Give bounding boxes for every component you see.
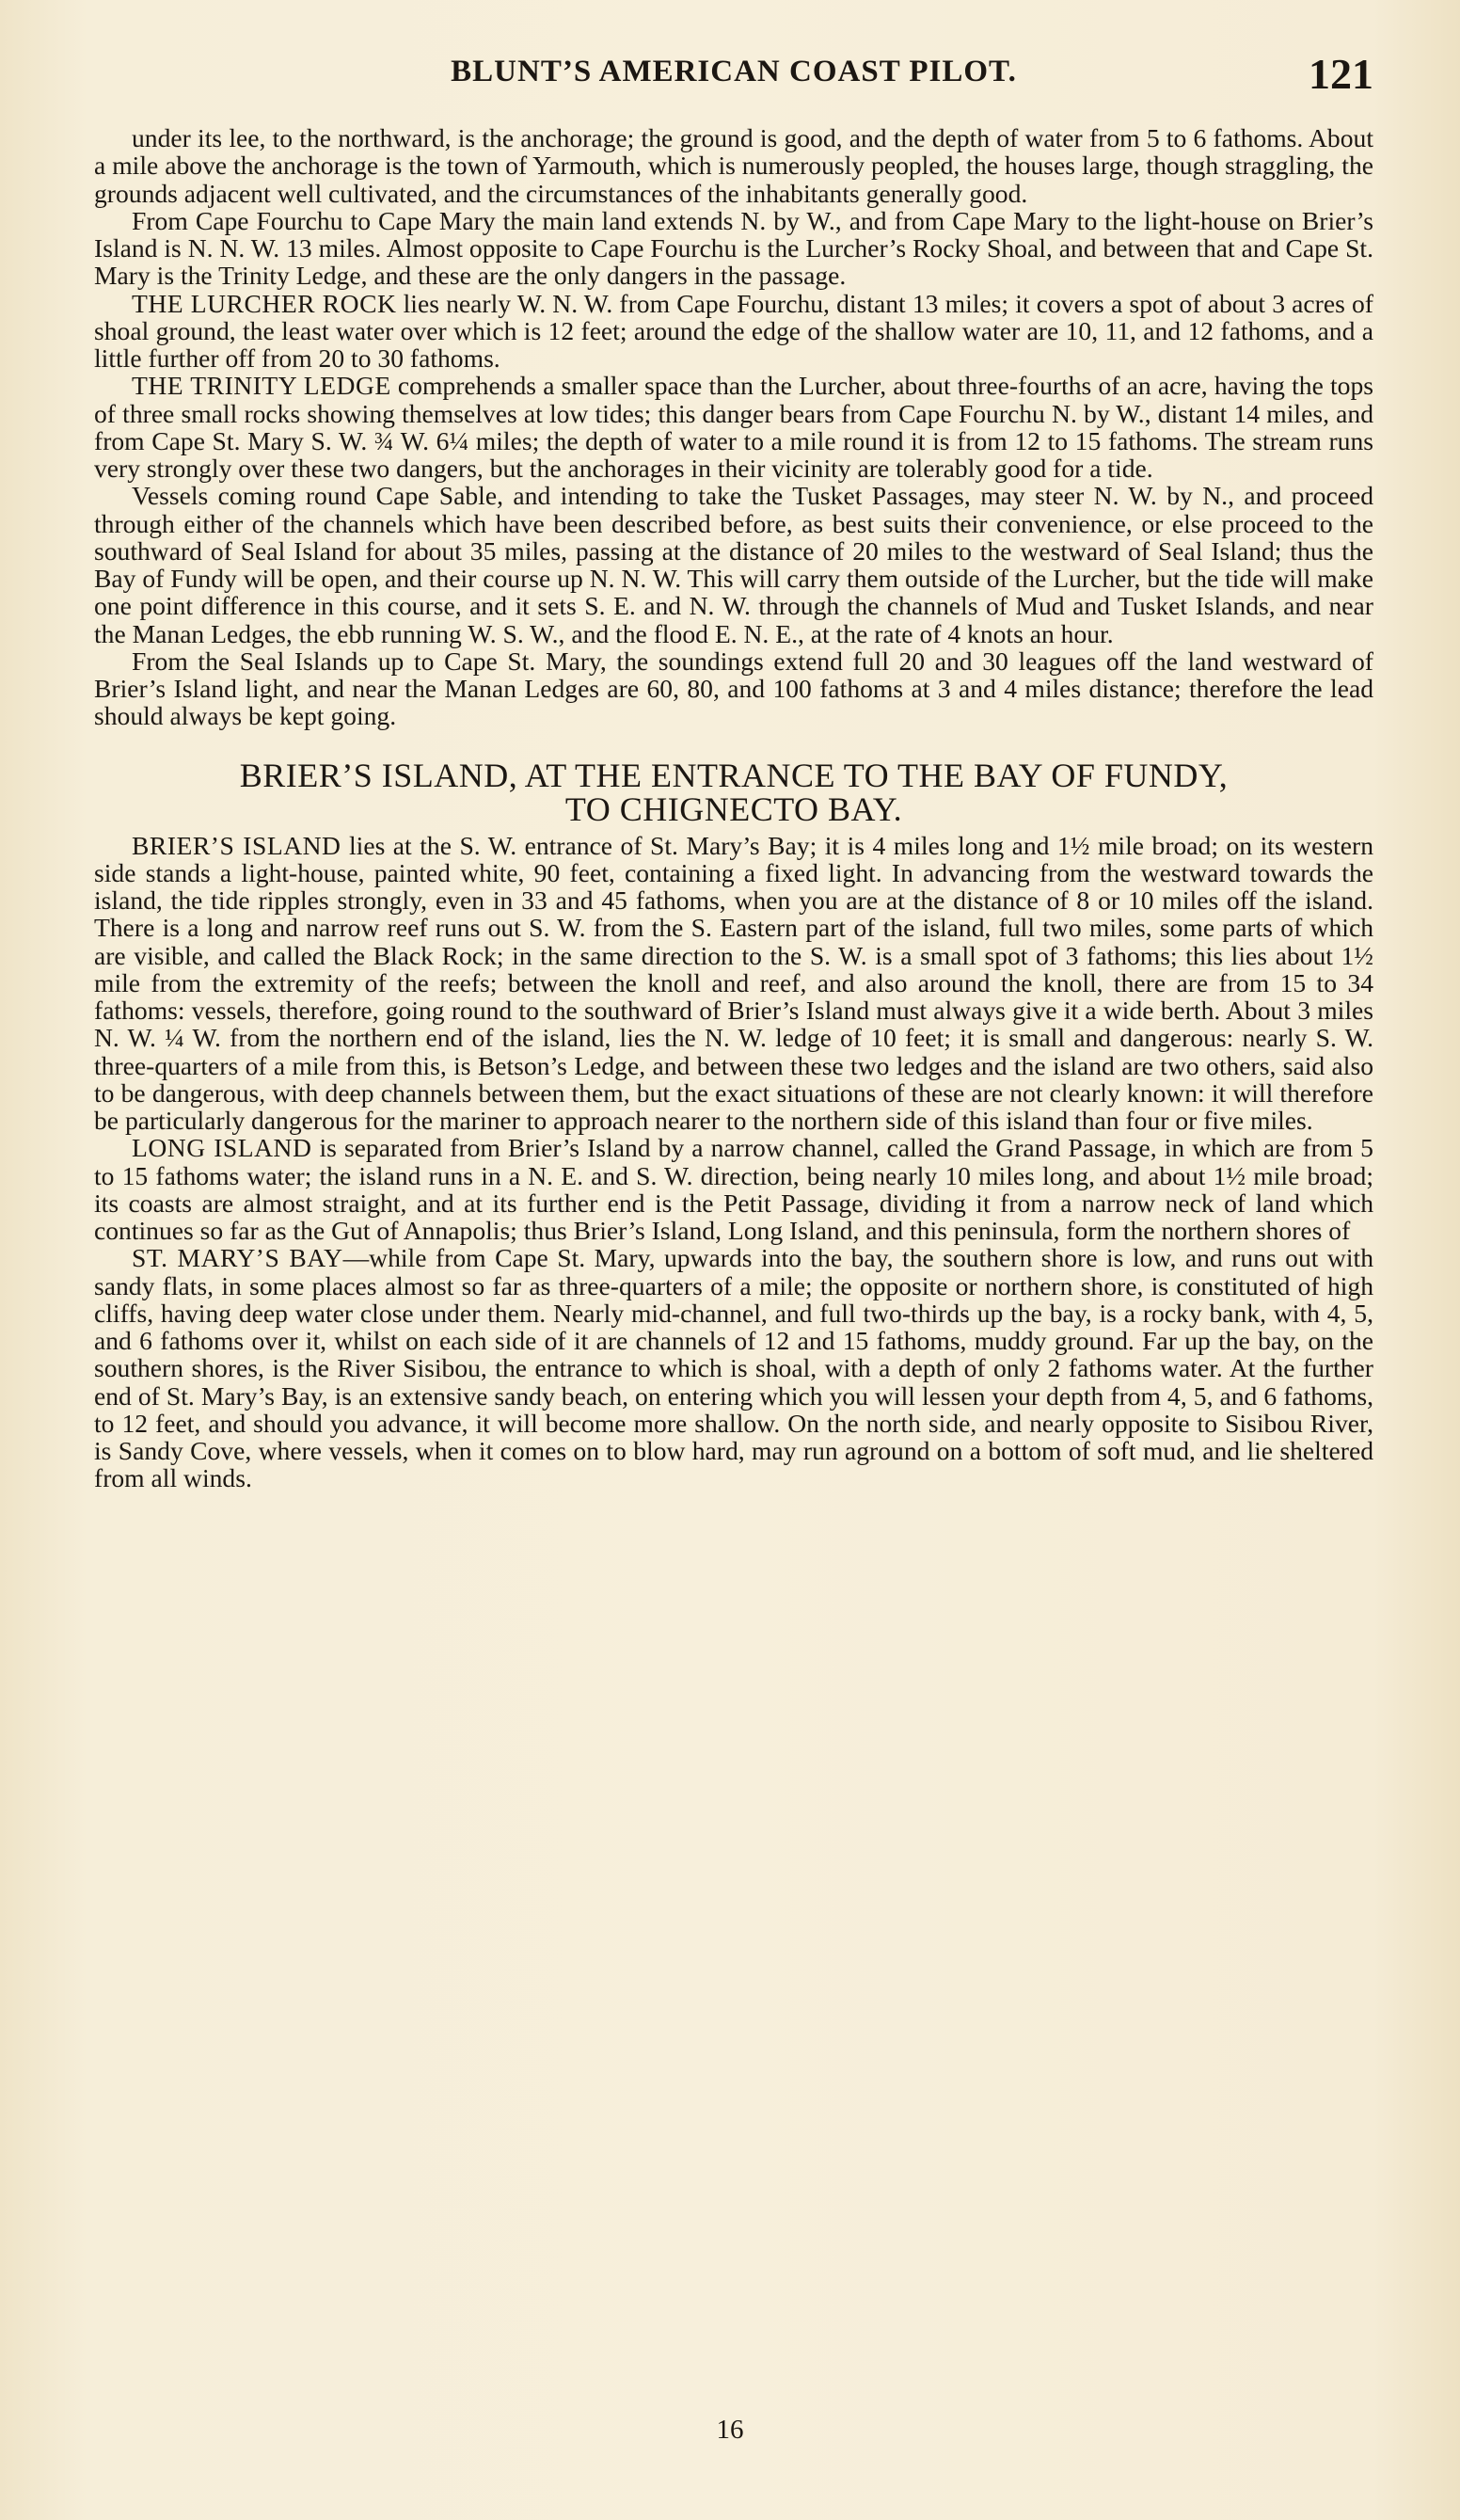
- paragraph-text: —while from Cape St. Mary, upwards into the bay, the southern shore is low, and runs out with sandy flats, in some places almost so far as three-quarters of a mile; the opposite or northern shore, is constituted of high cliffs, having deep water close under them. Nearly mid-channel, and full two-thirds up the bay, is a rocky bank, with 4, 5, and 6 fathoms over it, whilst on each side of it are channels of 12 and 15 fathoms, muddy ground. Far up the bay, on the southern shores, is the River Sisibou, the entrance to which is shoal, with a depth of only 2 fathoms water. At the further end of St. Mary’s Bay, is an extensive sandy beach, on entering which you will lessen your depth from 4, 5, and 6 fathoms, to 12 feet, and should you advance, it will become more shallow. On the north side, and nearly opposite to Sisibou River, is Sandy Cove, where vessels, when it comes on to blow hard, may run aground on a bottom of soft mud, and lie sheltered from all winds.: [94, 1243, 1373, 1493]
- paragraph-briers-island: [94, 832, 1373, 1135]
- page-header: [94, 49, 1373, 115]
- paragraph-st-marys-bay: [94, 1244, 1373, 1491]
- paragraph-lead: LONG ISLAND: [132, 1133, 312, 1163]
- signature-number: 16: [716, 2415, 744, 2445]
- paragraph-text: is separated from Brier’s Island by a narrow channel, called the Grand Passage, in which are from 5 to 15 fathoms water; the island runs in a N. E. and S. W. direction, being nearly 10 miles long, and about 1½ mile broad; its coasts are almost straight, and at its further end is the Petit Passage, dividing it from a narrow neck of land which continues so far as the Gut of Annapolis; thus Brier’s Island, Long Island, and this peninsula, form the northern shores of: [94, 1133, 1373, 1245]
- paragraph-lead: BRIER’S ISLAND: [132, 830, 341, 860]
- paragraph-text: lies at the S. W. entrance of St. Mary’s Bay; it is 4 miles long and 1½ mile broad; on its western side stands a light-house, painted white, 90 feet, containing a fixed light. In advancing from the westward towards the island, the tide ripples strongly, even in 33 and 45 fathoms, when you are at the distance of 8 or 10 miles off the island. There is a long and narrow reef runs out S. W. from the S. Eastern part of the island, full two miles, some parts of which are visible, and called the Black Rock; in the same direction to the S. W. is a small spot of 3 fathoms; this lies about 1½ mile from the extremity of the reefs; between the knoll and reef, and also around the knoll, there are from 15 to 34 fathoms: vessels, therefore, going round to the southward of Brier’s Island must always give it a wide berth. About 3 miles N. W. ¼ W. from the northern end of the island, lies the N. W. ledge of 10 feet; it is small and dangerous: nearly S. W. three-quarters of a mile from this, is Betson’s Ledge, and between these two ledges and the island are two others, said also to be dangerous, with deep channels between them, but the exact situations of these are not clearly known: it will therefore be particularly dangerous for the mariner to approach nearer to the northern side of this island than four or five miles.: [94, 830, 1373, 1135]
- paragraph-lead: THE TRINITY LEDGE: [132, 371, 391, 401]
- page-number: 121: [1309, 50, 1373, 98]
- paragraph-seal-islands-soundings: [94, 647, 1373, 730]
- paragraph-text: Vessels coming round Cape Sable, and intending to take the Tusket Passages, may steer N. W. by N., and proceed through either of the channels which have been described before, as best suits their convenience, or else proceed to the southward of Seal Island for about 35 miles, passing at the distance of 20 miles to the westward of Seal Island; thus the Bay of Fundy will be open, and their course up N. N. W. This will carry them outside of the Lurcher, but the tide will make one point difference in this course, and it sets S. E. and N. W. through the channels of Mud and Tusket Islands, and near the Manan Ledges, the ebb running W. S. W., and the flood E. N. E., at the rate of 4 knots an hour.: [94, 481, 1373, 648]
- paragraph-cape-sable-vessels: [94, 482, 1373, 647]
- section-heading: [94, 758, 1373, 826]
- paragraph-text: under its lee, to the northward, is the anchorage; the ground is good, and the depth of water from 5 to 6 fathoms. About a mile above the anchorage is the town of Yarmouth, which is numerously peopled, the houses large, though straggling, the grounds adjacent well cultivated, and the circumstances of the inhabitants generally good.: [94, 123, 1373, 208]
- paragraph-cape-fourchu: [94, 207, 1373, 290]
- paragraph-text: From Cape Fourchu to Cape Mary the main land extends N. by W., and from Cape Mary to the light-house on Brier’s Island is N. N. W. 13 miles. Almost opposite to Cape Fourchu is the Lurcher’s Rocky Shoal, and between that and Cape St. Mary is the Trinity Ledge, and these are the only dangers in the passage.: [94, 205, 1373, 291]
- paragraph-yarmouth-anchorage: [94, 124, 1373, 207]
- running-head: BLUNT’S AMERICAN COAST PILOT.: [451, 55, 1017, 88]
- paragraph-text: From the Seal Islands up to Cape St. Mary, the soundings extend full 20 and 30 leagues off the land westward of Brier’s Island light, and near the Manan Ledges are 60, 80, and 100 fathoms at 3 and 4 miles distance; therefore the lead should always be kept going.: [94, 646, 1373, 731]
- section-heading-line-1: BRIER’S ISLAND, AT THE ENTRANCE TO THE BAY OF FUNDY,: [239, 756, 1229, 794]
- paragraph-text: comprehends a smaller space than the Lurcher, about three-fourths of an acre, having the tops of three small rocks showing themselves at low tides; this danger bears from Cape Fourchu N. by W., distant 14 miles, and from Cape St. Mary S. W. ¾ W. 6¼ miles; the depth of water to a mile round it is from 12 to 15 fathoms. The stream runs very strongly over these two dangers, but the anchorages in their vicinity are tolerably good for a tide.: [94, 371, 1373, 483]
- paragraph-lead: ST. MARY’S BAY: [132, 1243, 343, 1273]
- paragraph-text: lies nearly W. N. W. from Cape Fourchu, distant 13 miles; it covers a spot of about 3 acres of shoal ground, the least water over which is 12 feet; around the edge of the shallow water are 10, 11, and 12 fathoms, and a little further off from 20 to 30 fathoms.: [94, 288, 1373, 373]
- page-body: [94, 124, 1373, 1492]
- paragraph-lead: THE LURCHER ROCK: [132, 288, 397, 318]
- section-heading-line-2: TO CHIGNECTO BAY.: [564, 789, 903, 828]
- paragraph-long-island: [94, 1134, 1373, 1244]
- paragraph-lurcher-rock: [94, 290, 1373, 373]
- paragraph-trinity-ledge: [94, 372, 1373, 482]
